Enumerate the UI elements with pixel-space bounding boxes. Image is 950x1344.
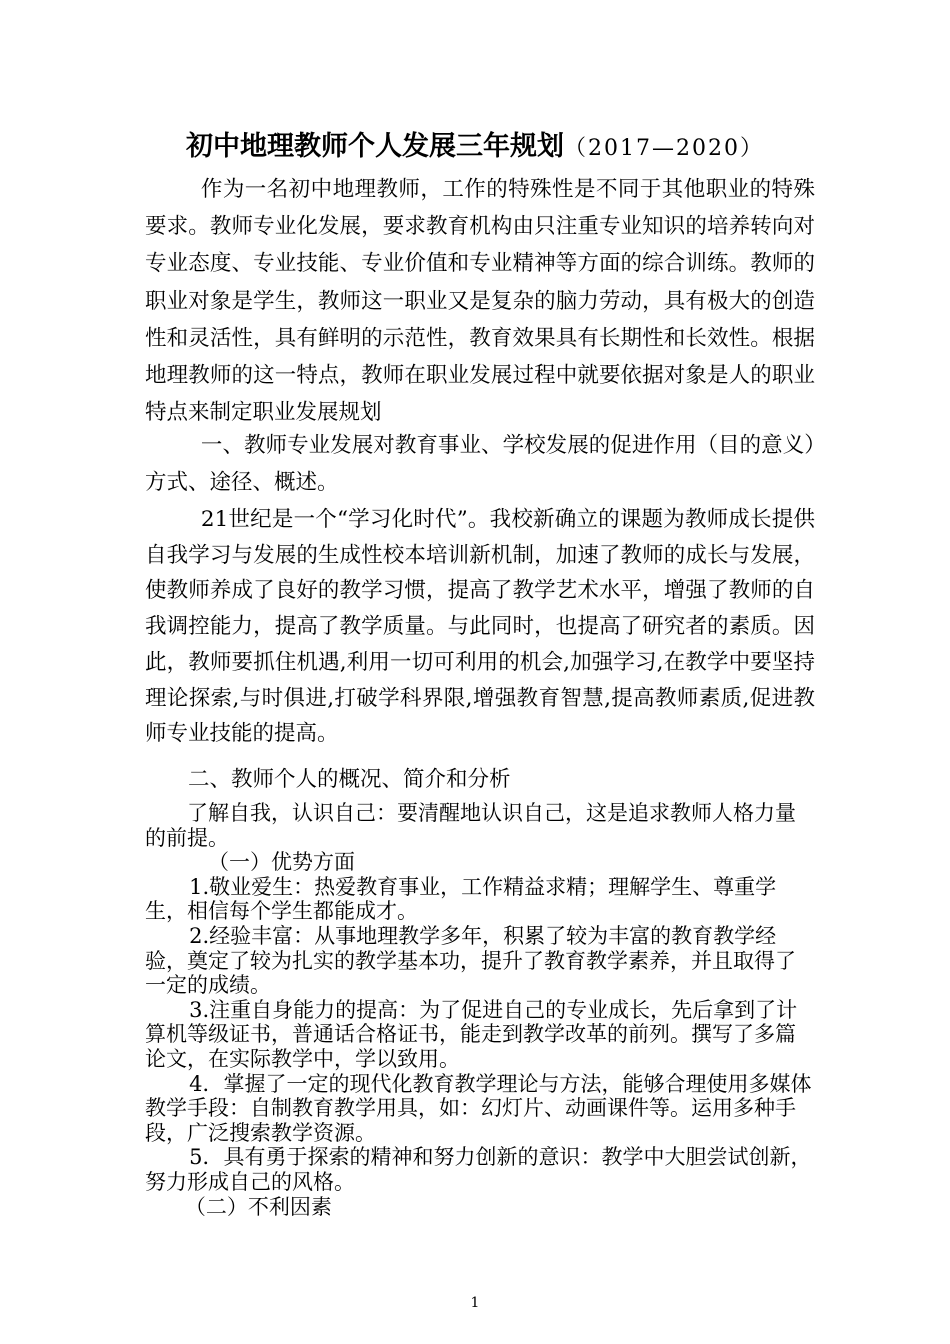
section-1-heading: 一、教师专业发展对教育事业、学校发展的促进作用（目的意义）方式、途径、概述。: [145, 433, 815, 496]
intro-block: [145, 171, 815, 431]
list-item: 1.敬业爱生：热爱教育事业，工作精益求精；理解学生、尊重学生，相信每个学生都能成才。: [145, 874, 777, 924]
self-knowledge-paragraph: 了解自我，认识自己：要清醒地认识自己，这是追求教师人格力量的前提。: [145, 801, 796, 850]
list-item: 2.经验丰富：从事地理教学多年，积累了较为丰富的教育教学经验，奠定了较为扎实的教学基本功，提升了教育教学素养，并且取得了一定的成绩。: [145, 923, 796, 998]
section-2-content: [145, 801, 815, 1219]
intro-paragraph: 作为一名初中地理教师，工作的特殊性是不同于其他职业的特殊要求。教师专业化发展，要求教育机构由只注重专业知识的培养转向对专业态度、专业技能、专业价值和专业精神等方面的综合训练。教师的职业对象是学生，教师这一职业又是复杂的脑力劳动，具有极大的创造性和灵活性，具有鲜明的示范性，教育效果具有长期性和长效性。根据地理教师的这一特点，教师在职业发展过程中就要依据对象是人的职业特点来制定职业发展规划: [145, 177, 815, 426]
title-main: 初中地理教师个人发展三年规划: [186, 131, 564, 162]
page-title: [0, 130, 950, 166]
advantages-heading: （一）优势方面: [208, 850, 355, 875]
list-item: 3.注重自身能力的提高：为了促进自己的专业成长，先后拿到了计算机等级证书，普通话合格证书，能走到教学改革的前列。撰写了多篇论文，在实际教学中，学以致用。: [145, 997, 798, 1071]
page-number: 1: [470, 1295, 480, 1311]
section-1-body: 21世纪是一个“学习化时代”。我校新确立的课题为教师成长提供自我学习与发展的生成性校本培训新机制，加速了教师的成长与发展，使教师养成了良好的教学习惯，提高了教学艺术水平，增强了教师的自我调控能力，提高了教学质量。与此同时，也提高了研究者的素质。因此，教师要抓住机遇,利用一切可利用的机会,加强学习,在教学中要坚持理论探索,与时俱进,打破学科界限,增强教育智慧,提高教师素质,促进教师专业技能的提高。: [145, 507, 815, 747]
list-item: 5．具有勇于探索的精神和努力创新的意识：教学中大胆尝试创新，努力形成自己的风格。: [145, 1145, 812, 1194]
section-2-heading: 二、教师个人的概况、简介和分析: [188, 767, 511, 792]
disadvantages-heading: （二）不利因素: [184, 1194, 332, 1219]
section-1-heading-block: [145, 427, 815, 501]
list-item: 4．掌握了一定的现代化教育教学理论与方法，能够合理使用多媒体教学手段：自制教育教学用具，如：幻灯片、动画课件等。运用多种手段，广泛搜索教学资源。: [145, 1071, 812, 1145]
section-2-heading-block: [145, 765, 815, 795]
title-years: （2017—2020）: [564, 136, 764, 161]
section-1-body-block: [145, 502, 815, 752]
